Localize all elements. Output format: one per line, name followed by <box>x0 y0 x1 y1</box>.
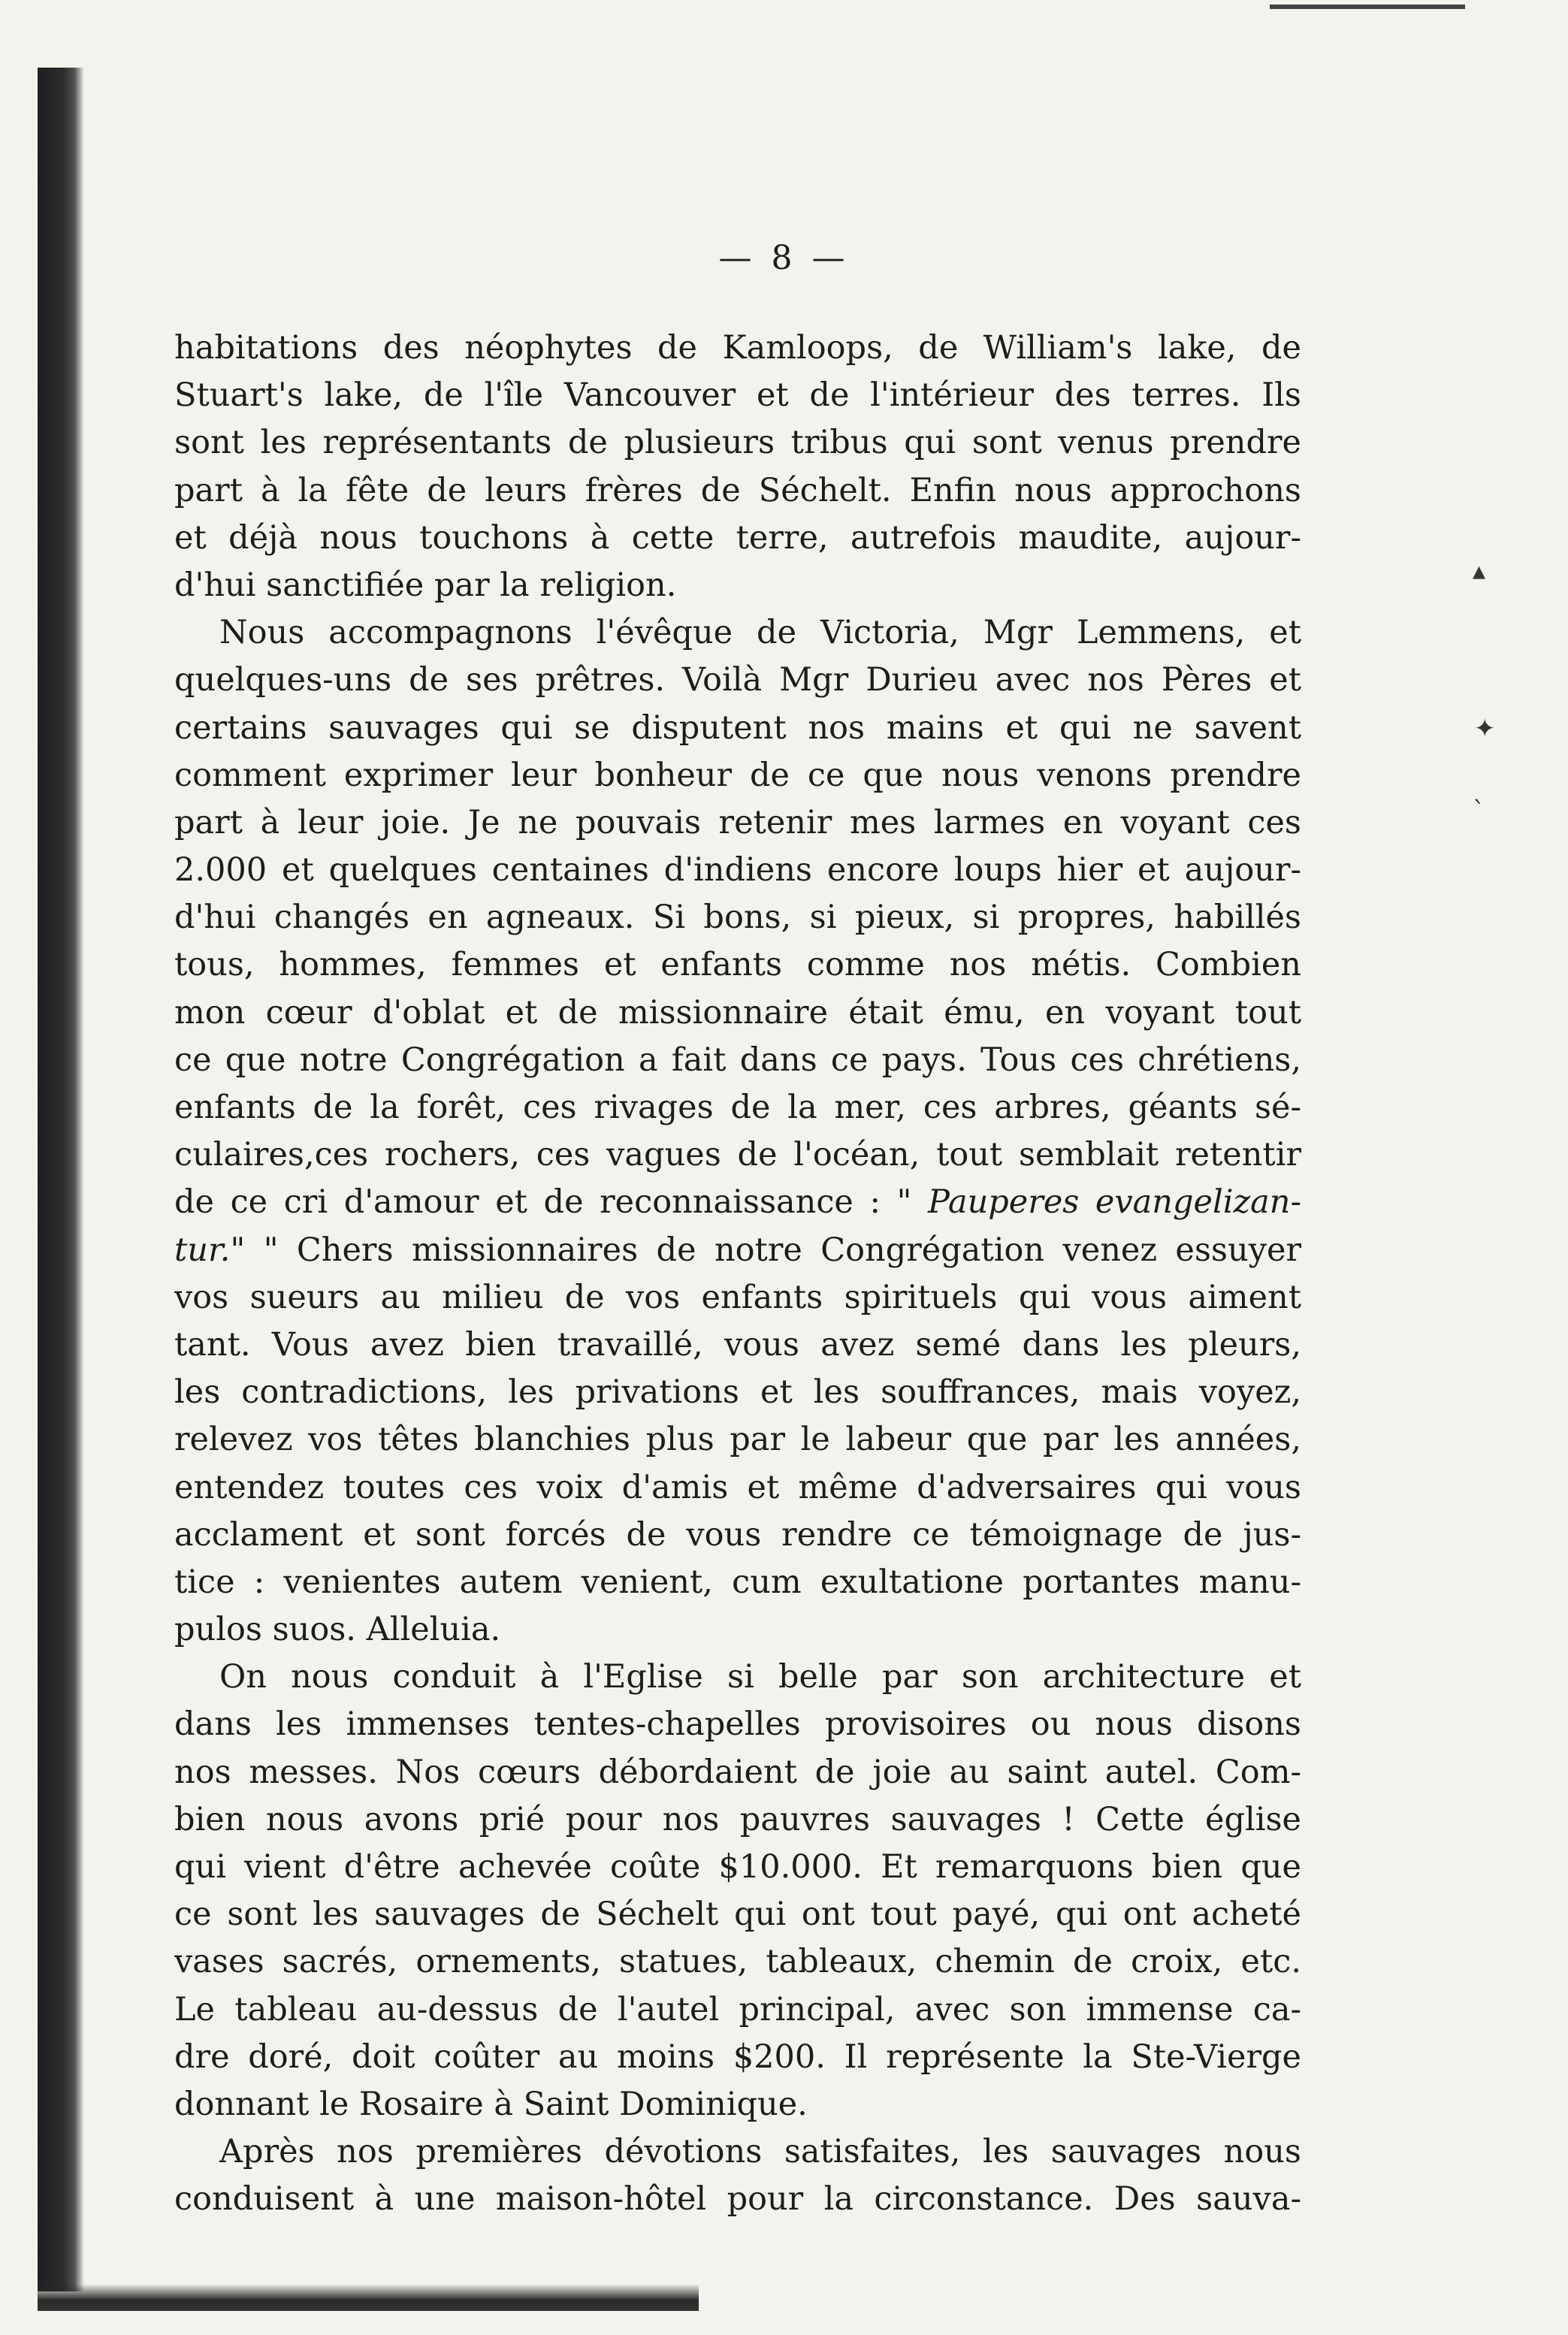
text-line: quelques-uns de ses prêtres. Voilà Mgr Durieu avec nos Pères et <box>174 661 1301 699</box>
text-line: entendez toutes ces voix d'amis et même d'adversaires qui vous <box>174 1468 1301 1506</box>
text-line: Le tableau au-dessus de l'autel principal, avec son immense ca- <box>174 1990 1301 2028</box>
text-line: part à la fête de leurs frères de Séchelt. Enfin nous approchons <box>174 471 1301 509</box>
text-line: les contradictions, les privations et les souffrances, mais voyez, <box>174 1373 1301 1412</box>
text-line: certains sauvages qui se disputent nos mains et qui ne savent <box>174 708 1301 747</box>
page-number: — 8 — <box>718 239 850 277</box>
text-line: vases sacrés, ornements, statues, tableaux, chemin de croix, etc. <box>174 1943 1301 1981</box>
binding-tail <box>38 2284 699 2311</box>
text-line: On nous conduit à l'Eglise si belle par son architecture et <box>219 1658 1301 1696</box>
text-line: dre doré, doit coûter au moins $200. Il représente la Ste-Vierge <box>174 2037 1301 2076</box>
text-line: de ce cri d'amour et de reconnaissance : " Pauperes evangelizan- <box>174 1183 1301 1222</box>
text-line: pulos suos. Alleluia. <box>174 1611 501 1649</box>
text-line: tant. Vous avez bien travaillé, vous avez semé dans les pleurs, <box>174 1325 1301 1364</box>
text-line: bien nous avons prié pour nos pauvres sauvages ! Cette église <box>174 1800 1301 1838</box>
text-line: Stuart's lake, de l'île Vancouver et de l'intérieur des terres. Ils <box>174 376 1301 415</box>
text-line: dans les immenses tentes-chapelles provisoires ou nous disons <box>174 1705 1301 1744</box>
text-line: ce sont les sauvages de Séchelt qui ont tout payé, qui ont acheté <box>174 1895 1301 1934</box>
text-line: conduisent à une maison-hôtel pour la circonstance. Des sauva- <box>174 2180 1301 2219</box>
text-line: relevez vos têtes blanchies plus par le labeur que par les années, <box>174 1421 1301 1459</box>
text-line: 2.000 et quelques centaines d'indiens encore loups hier et aujour- <box>174 851 1301 890</box>
text-line: enfants de la forêt, ces rivages de la mer, ces arbres, géants sé- <box>174 1089 1301 1126</box>
text-line: comment exprimer leur bonheur de ce que nous venons prendre <box>174 756 1301 794</box>
margin-mark: ▴ <box>1473 556 1486 586</box>
text-line: culaires,ces rochers, ces vagues de l'océan, tout semblait retentir <box>174 1136 1301 1174</box>
text-line: et déjà nous touchons à cette terre, autrefois maudite, aujour- <box>174 518 1301 557</box>
text-line: part à leur joie. Je ne pouvais retenir mes larmes en voyant ces <box>174 803 1301 841</box>
text-line: habitations des néophytes de Kamloops, de William's lake, de <box>174 329 1301 367</box>
top-rule <box>1270 5 1465 9</box>
text-line: vos sueurs au milieu de vos enfants spirituels qui vous aiment <box>174 1278 1301 1316</box>
text-line: donnant le Rosaire à Saint Dominique. <box>174 2085 808 2123</box>
text-line: tous, hommes, femmes et enfants comme nos métis. Combien <box>174 946 1301 984</box>
text-line: d'hui changés en agneaux. Si bons, si pieux, si propres, habillés <box>174 899 1301 937</box>
binding-spine <box>38 68 84 2291</box>
body-text <box>174 325 1301 2224</box>
text-line: mon cœur d'oblat et de missionnaire était ému, en voyant tout <box>174 993 1301 1032</box>
text-line: Après nos premières dévotions satisfaites, les sauvages nous <box>219 2133 1301 2171</box>
margin-mark: ` <box>1473 796 1485 826</box>
text-line: ce que notre Congrégation a fait dans ce pays. Tous ces chrétiens, <box>174 1041 1301 1079</box>
text-line: tur." " Chers missionnaires de notre Congrégation venez essuyer <box>174 1231 1301 1269</box>
text-line: nos messes. Nos cœurs débordaient de joie au saint autel. Com- <box>174 1753 1301 1791</box>
margin-mark: ✦ <box>1474 714 1496 744</box>
text-line: qui vient d'être achevée coûte $10.000. Et remarquons bien que <box>174 1848 1301 1886</box>
text-line: tice : venientes autem venient, cum exultatione portantes manu- <box>174 1563 1301 1601</box>
text-line: sont les représentants de plusieurs tribus qui sont venus prendre <box>174 424 1301 462</box>
text-line: acclament et sont forcés de vous rendre ce témoignage de jus- <box>174 1515 1301 1554</box>
text-line: d'hui sanctifiée par la religion. <box>174 566 677 604</box>
text-line: Nous accompagnons l'évêque de Victoria, Mgr Lemmens, et <box>219 614 1301 652</box>
